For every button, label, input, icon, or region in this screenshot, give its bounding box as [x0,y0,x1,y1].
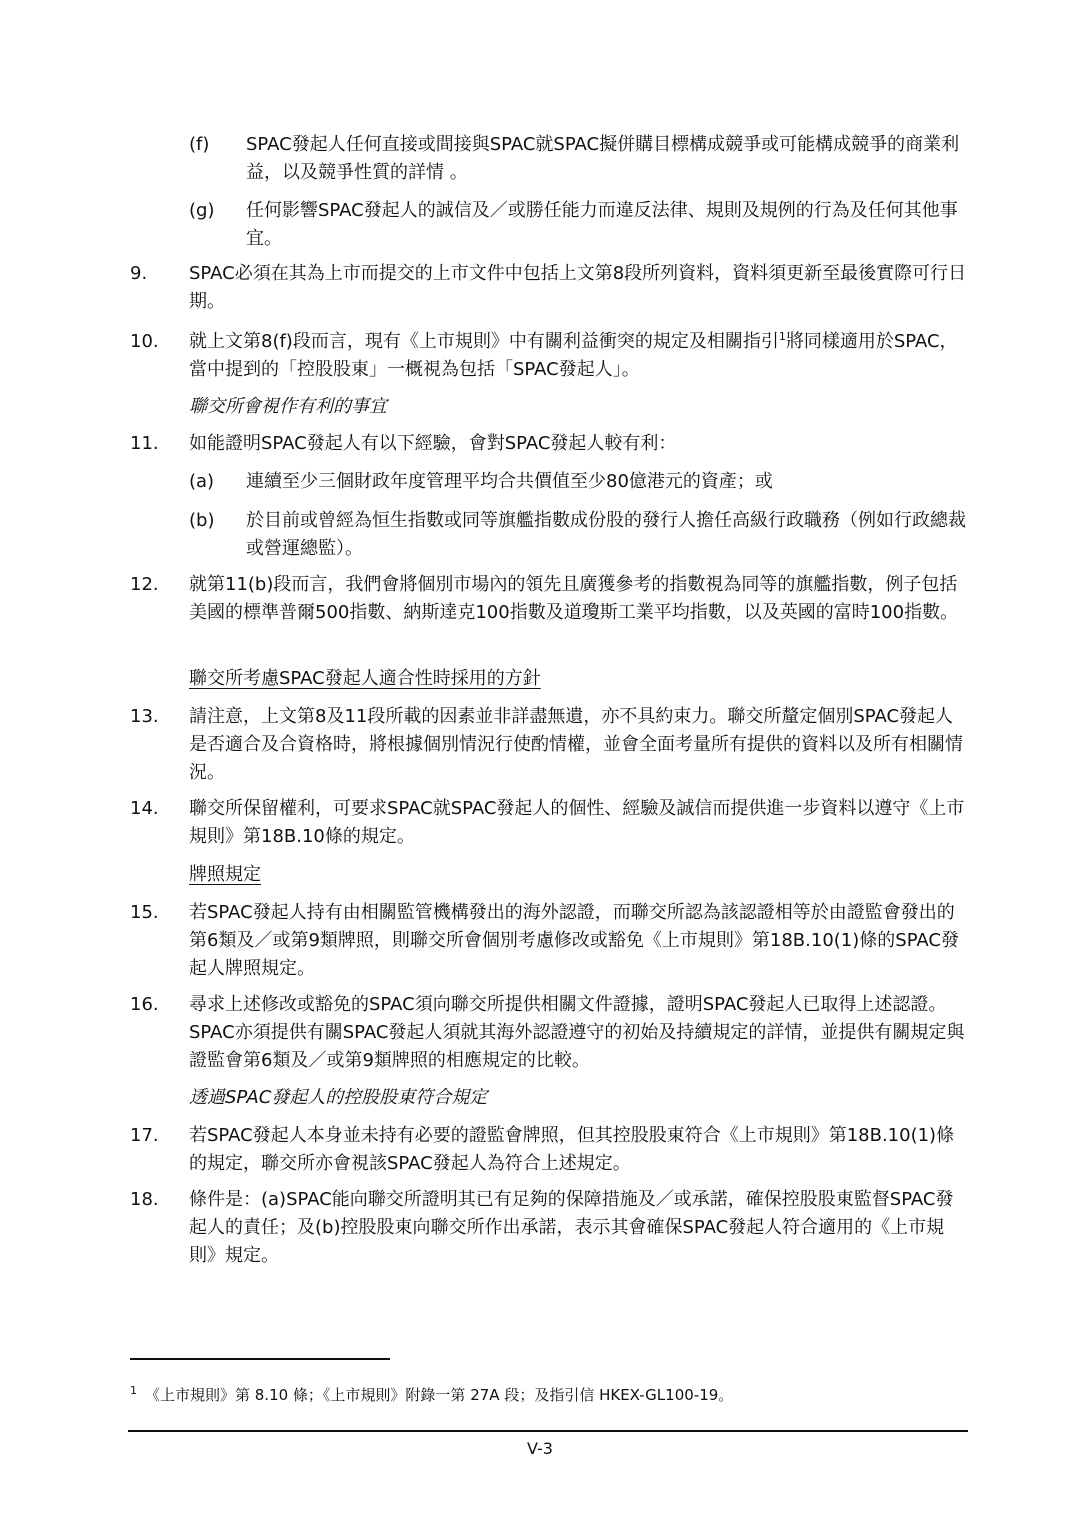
paragraph-18-number: 18. [130,1189,159,1210]
paragraph-10-text-part-b: 將同樣適用於SPAC，當中提到的「控股股東」一概視為包括「SPAC發起人」。 [189,331,958,380]
paragraph-10-text-part-a: 就上文第8(f)段而言，現有《上市規則》中有關利益衝突的規定及相關指引 [189,331,779,352]
paragraph-15-text: 若SPAC發起人持有由相關監管機構發出的海外認證，而聯交所認為該認證相等於由證監會發出的第6類及／或第9類牌照，則聯交所會個別考慮修改或豁免《上市規則》第18B.10(1)條的SPAC發起人牌照規定。 [189,902,959,979]
paragraph-14-number: 14. [130,798,159,819]
item-f-text: SPAC發起人任何直接或間接與SPAC就SPAC擬併購目標構成競爭或可能構成競爭的商業利益，以及競爭性質的詳情 。 [246,134,960,183]
item-a-label: (a) [189,471,215,492]
paragraph-15-number: 15. [130,902,159,923]
paragraph-11-number: 11. [130,433,159,454]
paragraph-12-number: 12. [130,574,159,595]
item-f-label: (f) [189,134,210,155]
paragraph-9-text: SPAC必須在其為上市而提交的上市文件中包括上文第8段所列資料，資料須更新至最後實際可行日期。 [189,263,967,312]
paragraph-12-text: 就第11(b)段而言，我們會將個別市場內的領先且廣獲參考的指數視為同等的旗艦指數，例子包括美國的標準普爾500指數、納斯達克100指數及道瓊斯工業平均指數，以及英國的富時100指數。 [189,574,959,623]
item-a-text: 連續至少三個財政年度管理平均合共價值至少80億港元的資產；或 [246,471,773,492]
paragraph-9-number: 9. [130,263,148,284]
paragraph-10-number: 10. [130,331,159,352]
paragraph-13-number: 13. [130,706,159,727]
section-heading-controlling-shareholder: 透過SPAC發起人的控股股東符合規定 [189,1087,488,1108]
footnote-marker: 1 [130,1384,137,1397]
footnote [130,1380,970,1406]
paragraph-13-text: 請注意，上文第8及11段所載的因素並非詳盡無遺，亦不具約束力。聯交所釐定個別SPAC發起人是否適合及合資格時，將根據個別情況行使酌情權，並會全面考量所有提供的資料以及所有相關情況。 [189,706,963,783]
section-heading-favourable: 聯交所會視作有利的事宜 [189,396,387,417]
footnote-divider [130,1358,390,1360]
paragraph-16-text: 尋求上述修改或豁免的SPAC須向聯交所提供相關文件證據，證明SPAC發起人已取得上述認證。SPAC亦須提供有關SPAC發起人須就其海外認證遵守的初始及持續規定的詳情，並提供有關規定與證監會第6類及／或第9類牌照的相應規定的比較。 [189,994,965,1071]
paragraph-17-number: 17. [130,1125,159,1146]
item-b-text: 於目前或曾經為恒生指數或同等旗艦指數成份股的發行人擔任高級行政職務（例如行政總裁或營運總監）。 [246,510,966,559]
section-heading-suitability: 聯交所考慮SPAC發起人適合性時採用的方針 [189,668,541,689]
paragraph-10-text [189,328,969,384]
footnote-reference: 1 [778,330,786,343]
page-number: V-3 [527,1439,553,1458]
item-g-text: 任何影響SPAC發起人的誠信及／或勝任能力而違反法律、規則及規例的行為及任何其他事宜。 [246,200,958,249]
paragraph-14-text: 聯交所保留權利，可要求SPAC就SPAC發起人的個性、經驗及誠信而提供進一步資料以遵守《上市規則》第18B.10條的規定。 [189,798,965,847]
item-g-label: (g) [189,200,215,221]
page-footer-divider [128,1430,968,1432]
paragraph-11-text: 如能證明SPAC發起人有以下經驗，會對SPAC發起人較有利： [189,433,677,454]
paragraph-18-text: 條件是：(a)SPAC能向聯交所證明其已有足夠的保障措施及／或承諾，確保控股股東監督SPAC發起人的責任；及(b)控股股東向聯交所作出承諾，表示其會確保SPAC發起人符合適用的《上市規則》規定。 [189,1189,954,1266]
item-b-label: (b) [189,510,215,531]
paragraph-17-text: 若SPAC發起人本身並未持有必要的證監會牌照，但其控股股東符合《上市規則》第18B.10(1)條的規定，聯交所亦會視該SPAC發起人為符合上述規定。 [189,1125,955,1174]
paragraph-16-number: 16. [130,994,159,1015]
footnote-text: 《上市規則》第 8.10 條；《上市規則》附錄一第 27A 段；及指引信 HKEX-GL100-19。 [145,1386,734,1404]
section-heading-licensing: 牌照規定 [189,864,261,885]
